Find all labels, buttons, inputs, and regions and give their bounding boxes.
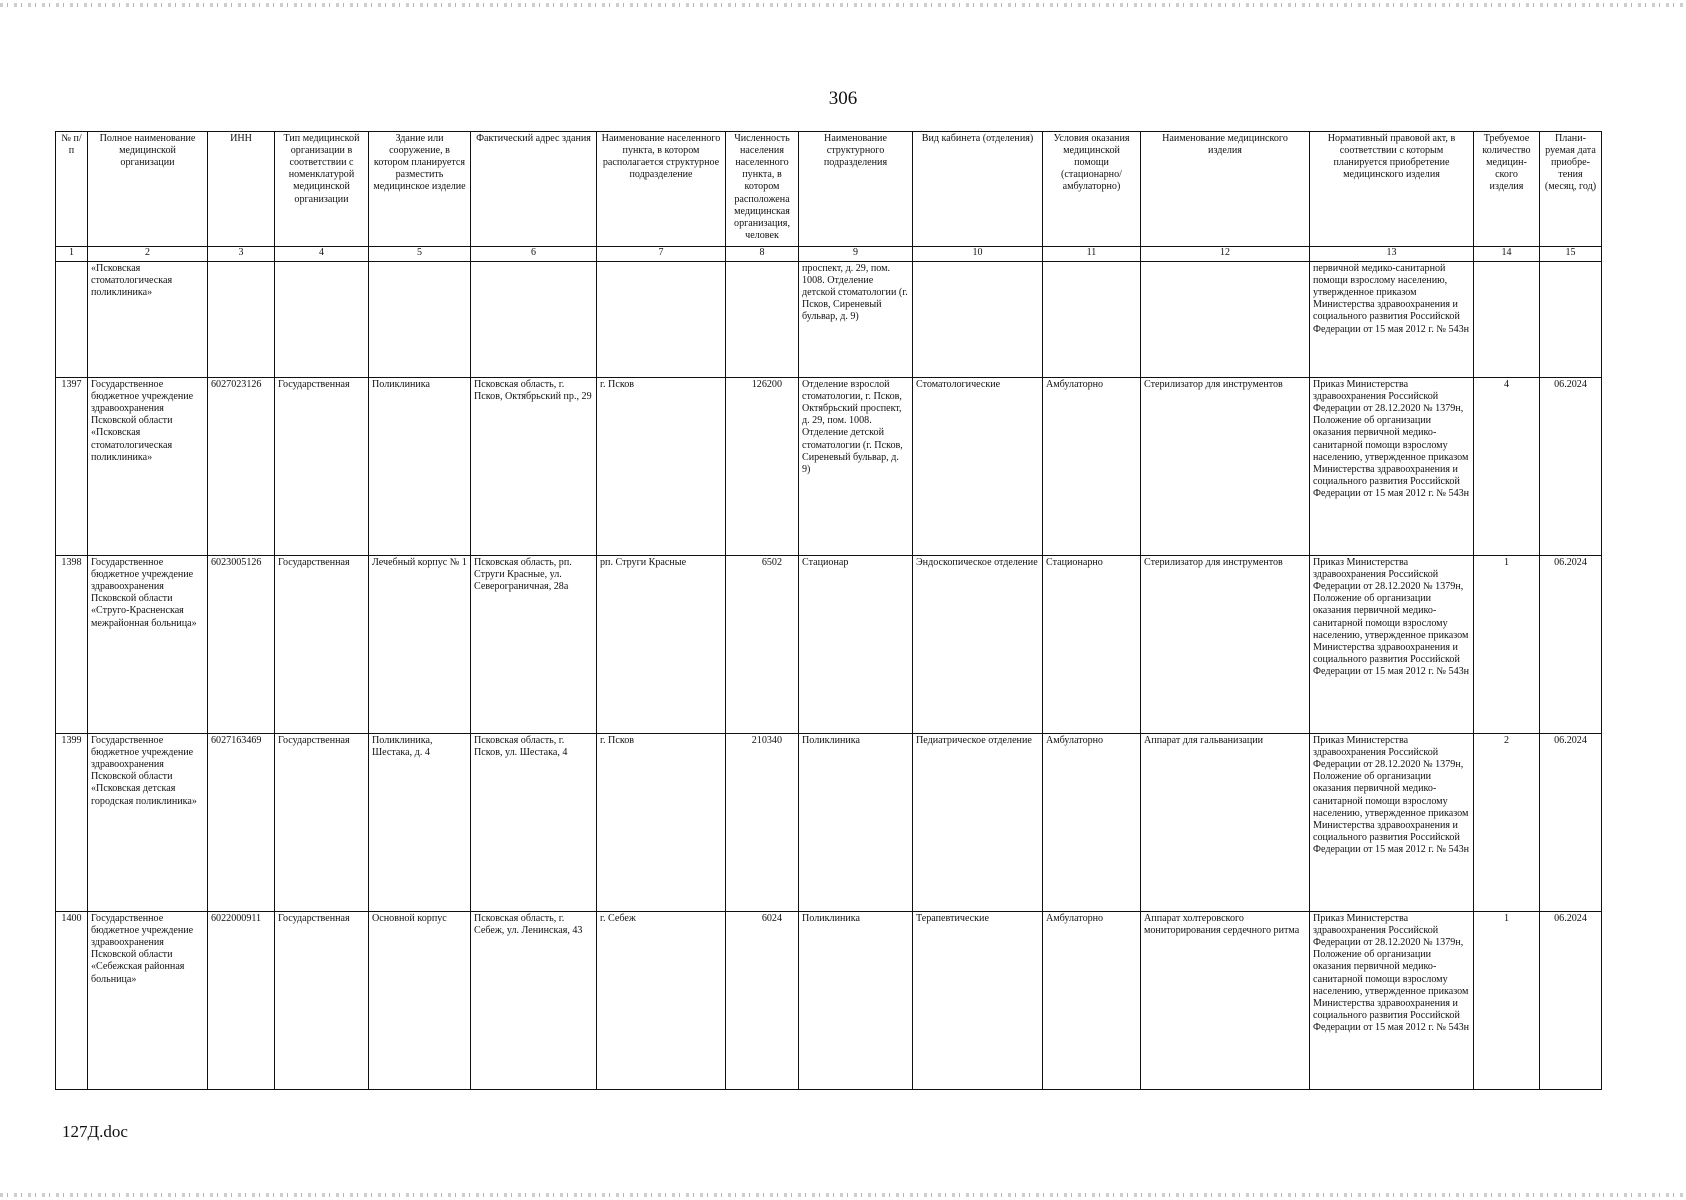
inn-cell: 6027023126 bbox=[208, 378, 275, 556]
scan-edge-top bbox=[0, 3, 1686, 7]
column-number: 13 bbox=[1310, 247, 1474, 262]
conditions-cell: Амбулаторно bbox=[1043, 734, 1141, 912]
column-number: 2 bbox=[88, 247, 208, 262]
division-cell: Стационар bbox=[799, 556, 913, 734]
row-number-cell: 1398 bbox=[56, 556, 88, 734]
column-number: 10 bbox=[913, 247, 1043, 262]
conditions-cell bbox=[1043, 262, 1141, 378]
inn-cell bbox=[208, 262, 275, 378]
org-type-cell: Государственная bbox=[275, 378, 369, 556]
device-cell: Стерилизатор для инструментов bbox=[1141, 556, 1310, 734]
population-cell bbox=[726, 262, 799, 378]
locality-cell: г. Псков bbox=[597, 734, 726, 912]
row-number-cell bbox=[56, 262, 88, 378]
quantity-cell: 4 bbox=[1474, 378, 1540, 556]
building-cell: Лечебный корпус № 1 bbox=[369, 556, 471, 734]
building-cell: Поликлиника, Шестака, д. 4 bbox=[369, 734, 471, 912]
table-row bbox=[56, 734, 1602, 912]
division-cell: Отделение взрослой стоматологии, г. Псков, Октябрьский проспект, д. 29, пом. 1008. Отделение детской стоматологии (г. Псков, Сиреневый бульвар, д. 9) bbox=[799, 378, 913, 556]
org-name-cell: Государственное бюджетное учреждение здравоохранения Псковской области «Струго-Красненская межрайонная больница» bbox=[88, 556, 208, 734]
org-type-cell bbox=[275, 262, 369, 378]
table-row-continuation bbox=[56, 262, 1602, 378]
legal-act-cell: Приказ Министерства здравоохранения Российской Федерации от 28.12.2020 № 1379н, Положение об организации оказания первичной медико-санитарной помощи взрослому населению, утвержденное приказом Министерства здравоохранения и социального развития Российской Федерации от 15 мая 2012 г. № 543н bbox=[1310, 734, 1474, 912]
legal-act-cell: первичной медико-санитарной помощи взрослому населению, утвержденное приказом Министерства здравоохранения и социального развития Российской Федерации от 15 мая 2012 г. № 543н bbox=[1310, 262, 1474, 378]
column-number: 6 bbox=[471, 247, 597, 262]
header-cell: Наименование населенного пункта, в котором располагается структурное подразделение bbox=[597, 132, 726, 247]
header-cell: ИНН bbox=[208, 132, 275, 247]
page-number: 306 bbox=[828, 88, 858, 109]
column-number: 5 bbox=[369, 247, 471, 262]
population-cell: 6024 bbox=[726, 912, 799, 1090]
division-cell: Поликлиника bbox=[799, 912, 913, 1090]
header-cell: Вид кабинета (отделения) bbox=[913, 132, 1043, 247]
locality-cell: г. Псков bbox=[597, 378, 726, 556]
column-number: 3 bbox=[208, 247, 275, 262]
row-number-cell: 1400 bbox=[56, 912, 88, 1090]
header-cell: Наименование медицинского изделия bbox=[1141, 132, 1310, 247]
address-cell: Псковская область, г. Псков, ул. Шестака, 4 bbox=[471, 734, 597, 912]
header-cell: Плани-руемая дата приобре-тения (месяц, год) bbox=[1540, 132, 1602, 247]
table-row bbox=[56, 912, 1602, 1090]
date-cell: 06.2024 bbox=[1540, 734, 1602, 912]
legal-act-cell: Приказ Министерства здравоохранения Российской Федерации от 28.12.2020 № 1379н, Положение об организации оказания первичной медико-санитарной помощи взрослому населению, утвержденное приказом Министерства здравоохранения и социального развития Российской Федерации от 15 мая 2012 г. № 543н bbox=[1310, 912, 1474, 1090]
inn-cell: 6022000911 bbox=[208, 912, 275, 1090]
cabinet-cell bbox=[913, 262, 1043, 378]
population-cell: 210340 bbox=[726, 734, 799, 912]
org-name-cell: Государственное бюджетное учреждение здравоохранения Псковской области «Себежская районная больница» bbox=[88, 912, 208, 1090]
header-cell: Полное наименование медицинской организации bbox=[88, 132, 208, 247]
row-number-cell: 1399 bbox=[56, 734, 88, 912]
org-name-cell: Государственное бюджетное учреждение здравоохранения Псковской области «Псковская стоматологическая поликлиника» bbox=[88, 378, 208, 556]
org-name-cell: «Псковская стоматологическая поликлиника» bbox=[88, 262, 208, 378]
table-row bbox=[56, 556, 1602, 734]
header-cell: Условия оказания медицинской помощи (стационарно/ амбулаторно) bbox=[1043, 132, 1141, 247]
address-cell bbox=[471, 262, 597, 378]
date-cell: 06.2024 bbox=[1540, 378, 1602, 556]
population-cell: 6502 bbox=[726, 556, 799, 734]
header-cell: Здание или сооружение, в котором планируется разместить медицинское изделие bbox=[369, 132, 471, 247]
building-cell bbox=[369, 262, 471, 378]
population-cell: 126200 bbox=[726, 378, 799, 556]
building-cell: Основной корпус bbox=[369, 912, 471, 1090]
column-number: 1 bbox=[56, 247, 88, 262]
conditions-cell: Стационарно bbox=[1043, 556, 1141, 734]
column-number: 7 bbox=[597, 247, 726, 262]
scan-edge-bottom bbox=[0, 1193, 1686, 1197]
legal-act-cell: Приказ Министерства здравоохранения Российской Федерации от 28.12.2020 № 1379н, Положение об организации оказания первичной медико-санитарной помощи взрослому населению, утвержденное приказом Министерства здравоохранения и социального развития Российской Федерации от 15 мая 2012 г. № 543н bbox=[1310, 556, 1474, 734]
cabinet-cell: Педиатрическое отделение bbox=[913, 734, 1043, 912]
header-cell: Нормативный правовой акт, в соответствии с которым планируется приобретение медицинского изделия bbox=[1310, 132, 1474, 247]
header-cell: № п/п bbox=[56, 132, 88, 247]
building-cell: Поликлиника bbox=[369, 378, 471, 556]
device-cell: Аппарат холтеровского мониторирования сердечного ритма bbox=[1141, 912, 1310, 1090]
division-cell: Поликлиника bbox=[799, 734, 913, 912]
locality-cell bbox=[597, 262, 726, 378]
column-number: 9 bbox=[799, 247, 913, 262]
column-number: 12 bbox=[1141, 247, 1310, 262]
header-cell: Наименование структурного подразделения bbox=[799, 132, 913, 247]
legal-act-cell: Приказ Министерства здравоохранения Российской Федерации от 28.12.2020 № 1379н, Положение об организации оказания первичной медико-санитарной помощи взрослому населению, утвержденное приказом Министерства здравоохранения и социального развития Российской Федерации от 15 мая 2012 г. № 543н bbox=[1310, 378, 1474, 556]
org-type-cell: Государственная bbox=[275, 734, 369, 912]
address-cell: Псковская область, г. Псков, Октябрьский пр., 29 bbox=[471, 378, 597, 556]
inn-cell: 6023005126 bbox=[208, 556, 275, 734]
locality-cell: г. Себеж bbox=[597, 912, 726, 1090]
org-type-cell: Государственная bbox=[275, 912, 369, 1090]
inn-cell: 6027163469 bbox=[208, 734, 275, 912]
column-number: 11 bbox=[1043, 247, 1141, 262]
division-cell: проспект, д. 29, пом. 1008. Отделение детской стоматологии (г. Псков, Сиреневый бульвар, д. 9) bbox=[799, 262, 913, 378]
column-number: 15 bbox=[1540, 247, 1602, 262]
quantity-cell: 1 bbox=[1474, 556, 1540, 734]
locality-cell: рп. Струги Красные bbox=[597, 556, 726, 734]
org-type-cell: Государственная bbox=[275, 556, 369, 734]
date-cell: 06.2024 bbox=[1540, 556, 1602, 734]
conditions-cell: Амбулаторно bbox=[1043, 378, 1141, 556]
quantity-cell: 2 bbox=[1474, 734, 1540, 912]
cabinet-cell: Эндоскопическое отделение bbox=[913, 556, 1043, 734]
date-cell: 06.2024 bbox=[1540, 912, 1602, 1090]
header-cell: Тип медицинской организации в соответствии с номенклатурой медицинской организации bbox=[275, 132, 369, 247]
address-cell: Псковская область, рп. Струги Красные, ул. Северограничная, 28а bbox=[471, 556, 597, 734]
address-cell: Псковская область, г. Себеж, ул. Ленинская, 43 bbox=[471, 912, 597, 1090]
row-number-cell: 1397 bbox=[56, 378, 88, 556]
cabinet-cell: Терапевтические bbox=[913, 912, 1043, 1090]
device-cell: Аппарат для гальванизации bbox=[1141, 734, 1310, 912]
cabinet-cell: Стоматологические bbox=[913, 378, 1043, 556]
column-number: 8 bbox=[726, 247, 799, 262]
quantity-cell: 1 bbox=[1474, 912, 1540, 1090]
column-number-row bbox=[56, 247, 1602, 262]
header-row bbox=[56, 132, 1602, 247]
table-row bbox=[56, 378, 1602, 556]
quantity-cell bbox=[1474, 262, 1540, 378]
date-cell bbox=[1540, 262, 1602, 378]
header-cell: Фактический адрес здания bbox=[471, 132, 597, 247]
conditions-cell: Амбулаторно bbox=[1043, 912, 1141, 1090]
procurement-table bbox=[55, 131, 1602, 1090]
device-cell bbox=[1141, 262, 1310, 378]
header-cell: Требуемое количество медицин-ского изделия bbox=[1474, 132, 1540, 247]
header-cell: Численность населения населенного пункта, в котором расположена медицинская организация, человек bbox=[726, 132, 799, 247]
document-filename: 127Д.doc bbox=[62, 1122, 128, 1141]
column-number: 14 bbox=[1474, 247, 1540, 262]
column-number: 4 bbox=[275, 247, 369, 262]
device-cell: Стерилизатор для инструментов bbox=[1141, 378, 1310, 556]
org-name-cell: Государственное бюджетное учреждение здравоохранения Псковской области «Псковская детская городская поликлиника» bbox=[88, 734, 208, 912]
